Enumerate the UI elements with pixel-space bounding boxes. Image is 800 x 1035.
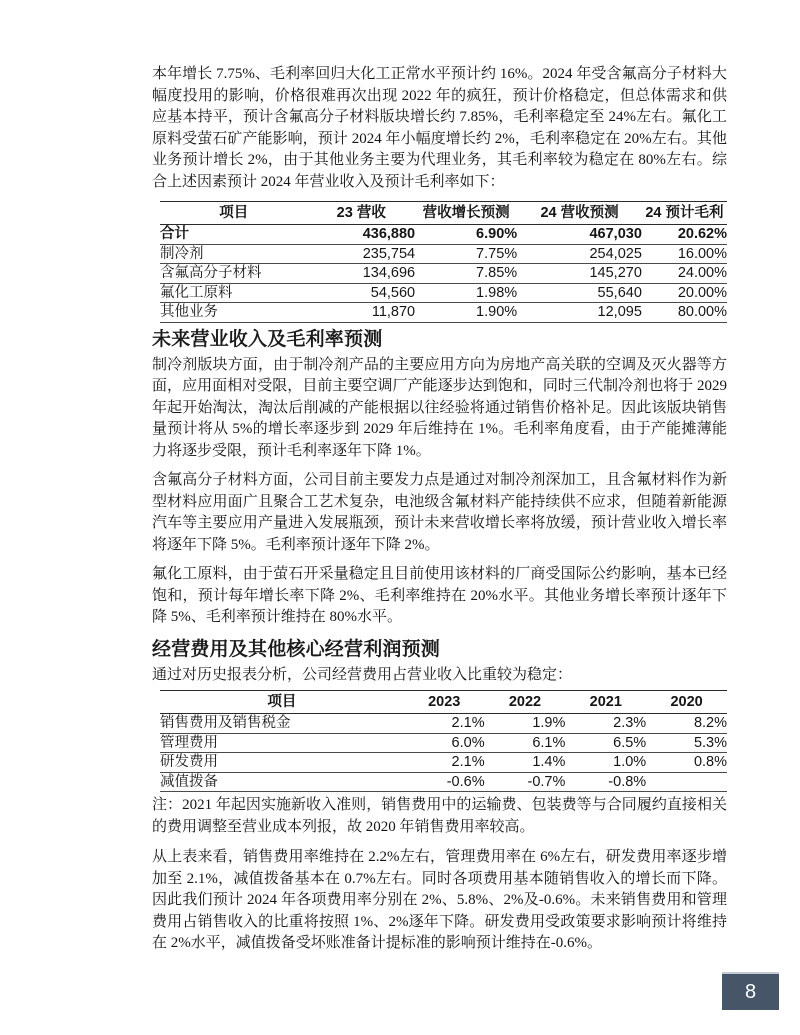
row-label: 氟化工原料: [160, 283, 307, 303]
cell-value: -0.8%: [565, 772, 646, 792]
table-row: [160, 714, 727, 734]
revenue-forecast-table: [160, 201, 727, 323]
cell-value: 134,696: [307, 264, 415, 284]
section-heading-operating-expense: 经营费用及其他核心经营利润预测: [152, 638, 441, 660]
column-header: 2020: [646, 691, 727, 714]
cell-value: 145,270: [517, 264, 642, 284]
table-row: [160, 733, 727, 753]
column-header: 24 预计毛利: [642, 202, 727, 225]
column-header: 23 营收: [307, 202, 415, 225]
cell-value: 2.3%: [565, 714, 646, 734]
table-row: [160, 244, 727, 264]
row-label: 研发费用: [160, 753, 404, 773]
cell-value: 16.00%: [642, 244, 727, 264]
cell-value: 8.2%: [646, 714, 727, 734]
paragraph-expense-summary: 从上表来看，销售费用率维持在 2.2%左右，管理费用率在 6%左右，研发费用率逐步增加至 2.1%，减值拨备基本在 0.7%左右。同时各项费用基本随销售收入的增长而下降。因此我们预计 2024 年各项费用率分别在 2%、5.8%、2%及-0.6%。未来销售费用和管理费用占销售收入的比重将按照 1%、2%逐年下降。研发费用受政策要求影响预计将维持在 2%水平，减值拨备受坏账准备计提标准的影响预计维持在-0.6%。: [152, 849, 727, 951]
table-row: [160, 283, 727, 303]
cell-value: 55,640: [517, 283, 642, 303]
cell-value: 1.4%: [485, 753, 566, 773]
page-number: 8: [744, 980, 757, 1003]
table-row: [160, 772, 727, 792]
cell-value: 254,025: [517, 244, 642, 264]
cell-value: 6.1%: [485, 733, 566, 753]
cell-value: 6.5%: [565, 733, 646, 753]
column-header: 营收增长预测: [415, 202, 517, 225]
cell-value: -0.6%: [404, 772, 485, 792]
cell-value: 12,095: [517, 303, 642, 323]
section-heading-future-forecast: 未来营业收入及毛利率预测: [152, 328, 383, 350]
cell-value: 436,880: [307, 225, 415, 245]
cell-value: 80.00%: [642, 303, 727, 323]
cell-value: 2.1%: [404, 714, 485, 734]
paragraph-intro: 本年增长 7.75%、毛利率回归大化工正常水平预计约 16%。2024 年受含氟高分子材料大幅度投用的影响，价格很难再次出现 2022 年的疯狂，预计价格稳定，但总体需求和供应基本持平，预计含氟高分子材料版块增长约 7.85%，毛利率稳定至 24%左右。氟化工原料受萤石矿产能影响，预计 2024 年小幅度增长约 2%，毛利率稳定在 20%左右。其他业务预计增长 2%，由于其他业务主要为代理业务，其毛利率较为稳定在 80%左右。综合上述因素预计 2024 年营业收入及预计毛利率如下：: [152, 66, 727, 190]
cell-value: 467,030: [517, 225, 642, 245]
table-row: [160, 303, 727, 323]
column-header: 项目: [160, 202, 307, 225]
cell-value: 5.3%: [646, 733, 727, 753]
table-header-row: [160, 202, 727, 225]
cell-value: [646, 772, 727, 792]
cell-value: 54,560: [307, 283, 415, 303]
paragraph-refrigerant: 制冷剂版块方面，由于制冷剂产品的主要应用方向为房地产高关联的空调及灭火器等方面，应用面相对受限，目前主要空调厂产能逐步达到饱和，同时三代制冷剂也将于 2029 年起开始淘汰，淘汰后削减的产能根据以往经验将通过销售价格补足。因此该版块销售量预计将从 5%的增长率逐步到 2029 年后维持在 1%。毛利率角度看，由于产能摊薄能力将逐步受限，预计毛利率逐年下降 1%。: [152, 356, 727, 459]
cell-value: 0.8%: [646, 753, 727, 773]
row-label: 合计: [160, 225, 307, 245]
cell-value: 11,870: [307, 303, 415, 323]
cell-value: -0.7%: [485, 772, 566, 792]
column-header: 24 营收预测: [517, 202, 642, 225]
paragraph-expense-lead: 通过对历史报表分析，公司经营费用占营业收入比重较为稳定：: [152, 666, 573, 683]
cell-value: 20.00%: [642, 283, 727, 303]
page-content: [152, 64, 727, 963]
row-label: 其他业务: [160, 303, 307, 323]
column-header: 项目: [160, 691, 404, 714]
cell-value: 2.1%: [404, 753, 485, 773]
cell-value: 6.0%: [404, 733, 485, 753]
paragraph-fluoropolymer: 含氟高分子材料方面，公司目前主要发力点是通过对制冷剂深加工，且含氟材料作为新型材料应用面广且聚合工艺术复杂，电池级含氟材料产能持续供不应求，但随着新能源汽车等主要应用产量进入发展瓶颈，预计未来营收增长率将放缓，预计营业收入增长率将逐年下降 5%。毛利率预计逐年下降 2%。: [152, 472, 727, 553]
paragraph-raw-material: 氟化工原料，由于萤石开采量稳定且目前使用该材料的厂商受国际公约影响，基本已经饱和，预计每年增长率下降 2%、毛利率维持在 20%水平。其他业务增长率预计逐年下降 5%、毛利率预计维持在 80%水平。: [152, 566, 727, 625]
cell-value: 1.98%: [415, 283, 517, 303]
expense-ratio-table: [160, 690, 727, 792]
revenue-forecast-table-wrap: [152, 201, 727, 323]
table-row: [160, 753, 727, 773]
row-label: 管理费用: [160, 733, 404, 753]
row-label: 含氟高分子材料: [160, 264, 307, 284]
row-label: 减值拨备: [160, 772, 404, 792]
row-label: 销售费用及销售税金: [160, 714, 404, 734]
table-header-row: [160, 691, 727, 714]
row-label: 制冷剂: [160, 244, 307, 264]
table-row: [160, 225, 727, 245]
cell-value: 6.90%: [415, 225, 517, 245]
cell-value: 7.85%: [415, 264, 517, 284]
cell-value: 235,754: [307, 244, 415, 264]
cell-value: 1.9%: [485, 714, 566, 734]
column-header: 2022: [485, 691, 566, 714]
paragraph-table-note: 注：2021 年起因实施新收入准则，销售费用中的运输费、包装费等与合同履约直接相关的费用调整至营业成本列报，故 2020 年销售费用率较高。: [152, 797, 727, 835]
cell-value: 1.90%: [415, 303, 517, 323]
page-number-badge: [722, 972, 779, 1010]
cell-value: 24.00%: [642, 264, 727, 284]
column-header: 2023: [404, 691, 485, 714]
cell-value: 1.0%: [565, 753, 646, 773]
column-header: 2021: [565, 691, 646, 714]
table-row: [160, 264, 727, 284]
cell-value: 20.62%: [642, 225, 727, 245]
cell-value: 7.75%: [415, 244, 517, 264]
